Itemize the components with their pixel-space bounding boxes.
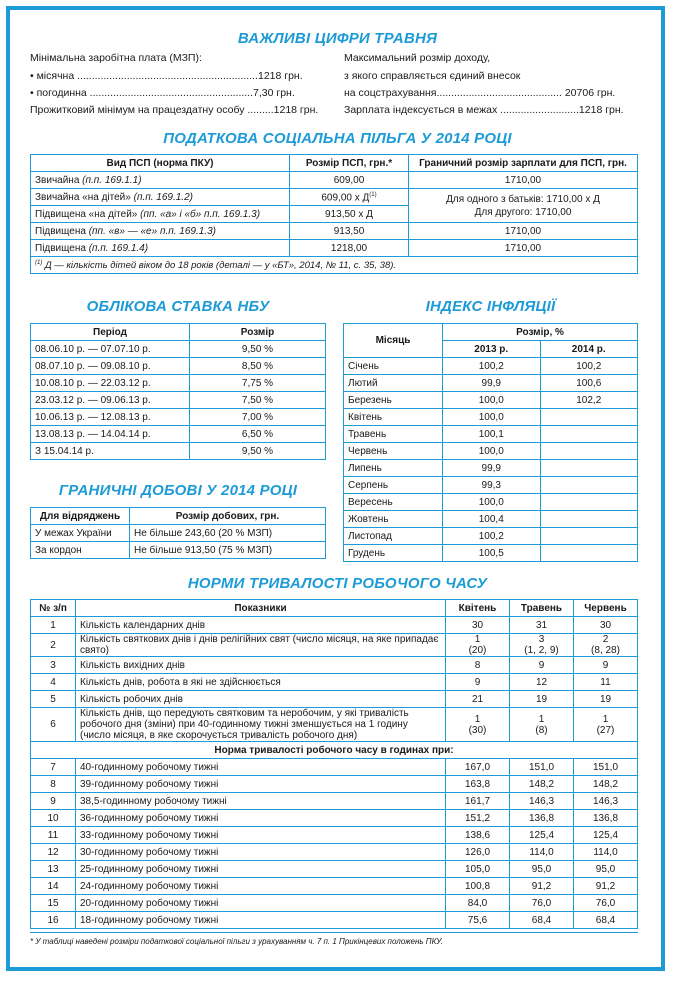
relief-type: Підвищена — [35, 242, 86, 254]
relief-limit: 1710,00 — [409, 240, 638, 257]
row-number: 12 — [31, 844, 76, 861]
inflation-value-2013: 100,2 — [443, 358, 541, 375]
key-left-line: • місячна ..............................................................1218 грн. — [30, 70, 303, 82]
key-left-line: • погодинна ........................................................7,30 грн. — [30, 87, 295, 99]
table-row — [31, 895, 638, 912]
hours-april: 151,2 — [446, 810, 510, 827]
week-type: 24-годинному робочому тижні — [76, 878, 446, 895]
col-header: 2013 р. — [443, 341, 541, 358]
inflation-value-2014 — [540, 528, 638, 545]
inflation-month: Грудень — [344, 545, 443, 562]
table-row — [344, 426, 638, 443]
table-row — [31, 776, 638, 793]
relief-amount: 1218,00 — [290, 240, 409, 257]
month-value — [574, 617, 638, 634]
value-main: 21 — [471, 693, 484, 705]
key-figures-title: ВАЖЛИВІ ЦИФРИ ТРАВНЯ — [237, 30, 438, 47]
indicator-label: Кількість днів, робота в які не здійснюється — [76, 674, 446, 691]
month-value — [446, 617, 510, 634]
week-type: 30-годинному робочому тижні — [76, 844, 446, 861]
relief-sup: (1) — [369, 192, 377, 199]
inflation-value-2013: 100,0 — [443, 443, 541, 460]
footnote: * У таблиці наведені розміри податкової соціальної пільги з урахуванням ч. 7 п. 1 Прикінцевих положень ПКУ. — [30, 937, 444, 946]
key-right-line: з якого справляється єдиний внесок — [344, 70, 521, 82]
col-header: Розмір — [190, 324, 326, 341]
inflation-value-2014: 100,6 — [540, 375, 638, 392]
table-row — [31, 810, 638, 827]
inflation-month: Червень — [344, 443, 443, 460]
indicator-label: Кількість робочих днів — [76, 691, 446, 708]
hours-april: 138,6 — [446, 827, 510, 844]
rate-period: 10.08.10 р. — 22.03.12 р. — [31, 375, 190, 392]
hours-may: 114,0 — [510, 844, 574, 861]
relief-limit: 1710,00 — [409, 172, 638, 189]
row-number: 10 — [31, 810, 76, 827]
value-main: 1 — [602, 713, 609, 725]
table-row — [344, 375, 638, 392]
month-value — [446, 634, 510, 657]
hours-may: 136,8 — [510, 810, 574, 827]
inflation-value-2014 — [540, 494, 638, 511]
inflation-value-2013: 100,1 — [443, 426, 541, 443]
table-row — [31, 172, 638, 189]
inflation-value-2013: 99,9 — [443, 460, 541, 477]
rate-period: З 15.04.14 р. — [31, 443, 190, 460]
relief-type: Підвищена «на дітей» — [35, 208, 138, 220]
inflation-value-2013: 99,9 — [443, 375, 541, 392]
rate-period: 23.03.12 р. — 09.06.13 р. — [31, 392, 190, 409]
table-row — [344, 477, 638, 494]
relief-amount: 913,50 — [290, 223, 409, 240]
hours-may: 146,3 — [510, 793, 574, 810]
table-row — [31, 358, 326, 375]
row-number: 9 — [31, 793, 76, 810]
col-header: Граничний розмір зарплати для ПСП, грн. — [409, 155, 638, 172]
table-row — [31, 426, 326, 443]
relief-limit: 1710,00 — [409, 223, 638, 240]
row-number: 16 — [31, 912, 76, 929]
col-header: Для відряджень — [31, 508, 130, 525]
inflation-month: Серпень — [344, 477, 443, 494]
value-dates: (20) — [468, 645, 487, 656]
key-left-line: Прожитковий мінімум на працездатну особу .........1218 грн. — [30, 104, 319, 116]
week-type: 25-годинному робочому тижні — [76, 861, 446, 878]
inflation-month: Липень — [344, 460, 443, 477]
key-right-line: на соцстрахування........................................... 20706 грн. — [344, 87, 616, 99]
week-type: 20-годинному робочому тижні — [76, 895, 446, 912]
value-dates: (1, 2, 9) — [524, 645, 559, 656]
indicator-label: Кількість святкових днів і днів релігійних свят (число місяця, на яке припадає свято) — [76, 634, 446, 657]
inflation-value-2014 — [540, 511, 638, 528]
month-value — [510, 617, 574, 634]
relief-type: Підвищена — [35, 225, 86, 237]
table-row — [31, 827, 638, 844]
table-row — [31, 223, 638, 240]
table-row — [344, 443, 638, 460]
hours-april: 126,0 — [446, 844, 510, 861]
row-number: 1 — [31, 617, 76, 634]
value-main: 9 — [474, 676, 481, 688]
week-type: 36-годинному робочому тижні — [76, 810, 446, 827]
hours-april: 167,0 — [446, 759, 510, 776]
table-row — [31, 844, 638, 861]
daily-limits-title: ГРАНИЧНІ ДОБОВІ У 2014 РОЦІ — [58, 482, 298, 499]
month-value — [446, 708, 510, 742]
relief-type: Звичайна — [35, 174, 80, 186]
table-row — [31, 657, 638, 674]
row-number: 11 — [31, 827, 76, 844]
relief-type: Звичайна «на дітей» — [35, 191, 131, 203]
table-row — [31, 409, 326, 426]
week-type: 38,5-годинному робочому тижні — [76, 793, 446, 810]
col-header: Розмір, % — [443, 324, 638, 341]
col-header: Період — [31, 324, 190, 341]
row-number: 15 — [31, 895, 76, 912]
table-row — [31, 525, 326, 542]
table-row — [31, 341, 326, 358]
table-row — [31, 617, 638, 634]
value-main: 9 — [538, 659, 545, 671]
relief-ref: (п.п. 169.1.1) — [82, 174, 142, 186]
inflation-value-2013: 100,2 — [443, 528, 541, 545]
inflation-value-2014: 100,2 — [540, 358, 638, 375]
daily-amount: Не більше 913,50 (75 % МЗП) — [130, 542, 326, 559]
table-row — [344, 460, 638, 477]
tax-relief-title: ПОДАТКОВА СОЦІАЛЬНА ПІЛЬГА У 2014 РОЦІ — [163, 130, 512, 147]
month-value — [510, 691, 574, 708]
table-row — [344, 494, 638, 511]
table-row — [31, 542, 326, 559]
inflation-month: Березень — [344, 392, 443, 409]
hours-june: 136,8 — [574, 810, 638, 827]
value-main: 30 — [471, 619, 484, 631]
inflation-month: Січень — [344, 358, 443, 375]
month-value — [510, 674, 574, 691]
rate-value: 9,50 % — [190, 443, 326, 460]
table-row — [31, 189, 638, 206]
table-row — [31, 674, 638, 691]
hours-april: 84,0 — [446, 895, 510, 912]
indicator-label: Кількість вихідних днів — [76, 657, 446, 674]
col-header: Показники — [76, 600, 446, 617]
value-main: 1 — [474, 634, 481, 645]
value-main: 8 — [474, 659, 481, 671]
table-row — [31, 375, 326, 392]
col-header: Травень — [510, 600, 574, 617]
value-main: 1 — [538, 713, 545, 725]
inflation-value-2013: 100,0 — [443, 494, 541, 511]
month-value — [574, 634, 638, 657]
hours-april: 75,6 — [446, 912, 510, 929]
rate-value: 9,50 % — [190, 341, 326, 358]
month-value — [574, 674, 638, 691]
col-header: 2014 р. — [540, 341, 638, 358]
value-main: 9 — [602, 659, 609, 671]
rate-value: 7,50 % — [190, 392, 326, 409]
rate-value: 7,75 % — [190, 375, 326, 392]
hours-april: 163,8 — [446, 776, 510, 793]
col-header: Квітень — [446, 600, 510, 617]
month-value — [574, 691, 638, 708]
inflation-month: Жовтень — [344, 511, 443, 528]
rate-value: 7,00 % — [190, 409, 326, 426]
table-row — [31, 257, 638, 274]
relief-ref: (п.п. 169.1.4) — [88, 242, 149, 254]
row-number: 7 — [31, 759, 76, 776]
hours-may: 68,4 — [510, 912, 574, 929]
table-row — [31, 861, 638, 878]
daily-amount: Не більше 243,60 (20 % МЗП) — [130, 525, 326, 542]
table-row — [31, 742, 638, 759]
hours-may: 95,0 — [510, 861, 574, 878]
week-type: 39-годинному робочому тижні — [76, 776, 446, 793]
hours-may: 151,0 — [510, 759, 574, 776]
inflation-value-2014 — [540, 477, 638, 494]
inflation-month: Квітень — [344, 409, 443, 426]
inflation-month: Вересень — [344, 494, 443, 511]
relief-limit: Для одного з батьків: 1710,00 х Д — [446, 193, 600, 205]
value-dates: (30) — [468, 724, 487, 736]
rate-value: 8,50 % — [190, 358, 326, 375]
table-row — [31, 392, 326, 409]
inflation-value-2014: 102,2 — [540, 392, 638, 409]
relief-amount: 609,00 х Д — [321, 192, 370, 204]
value-main: 3 — [538, 634, 545, 645]
trip-type: У межах України — [31, 525, 130, 542]
relief-limit: Для другого: 1710,00 — [474, 206, 572, 218]
value-dates: (8, 28) — [591, 645, 620, 656]
trip-type: За кордон — [31, 542, 130, 559]
row-number: 8 — [31, 776, 76, 793]
daily-limits-table — [30, 507, 326, 559]
week-type: 40-годинному робочому тижні — [76, 759, 446, 776]
month-value — [446, 691, 510, 708]
col-header: Місяць — [344, 324, 443, 358]
rate-period: 08.06.10 р. — 07.07.10 р. — [31, 341, 190, 358]
tax-relief-table — [30, 154, 638, 274]
value-main: 19 — [535, 693, 548, 705]
inflation-value-2014 — [540, 460, 638, 477]
inflation-month: Лютий — [344, 375, 443, 392]
relief-amount: 609,00 — [290, 172, 409, 189]
work-time-title: НОРМИ ТРИВАЛОСТІ РОБОЧОГО ЧАСУ — [187, 575, 488, 592]
inflation-table — [343, 323, 638, 562]
table-row — [31, 634, 638, 657]
hours-subheader: Норма тривалості робочого часу в годинах при: — [31, 742, 638, 759]
inflation-month: Листопад — [344, 528, 443, 545]
table-row — [344, 358, 638, 375]
col-header: Розмір добових, грн. — [130, 508, 326, 525]
inflation-value-2013: 99,3 — [443, 477, 541, 494]
hours-june: 125,4 — [574, 827, 638, 844]
hours-june: 114,0 — [574, 844, 638, 861]
indicator-label: Кількість днів, що передують святковим та неробочим, у які тривалість робочого дня (зміни) при 40-годинному тижні зменшується на 1 годину (число місяця, в яке скорочується тривалість робочого дня) — [76, 708, 446, 742]
value-main: 12 — [535, 676, 548, 688]
row-number: 4 — [31, 674, 76, 691]
month-value — [574, 657, 638, 674]
hours-may: 76,0 — [510, 895, 574, 912]
work-time-table — [30, 599, 638, 929]
value-main: 2 — [602, 634, 609, 645]
hours-june: 76,0 — [574, 895, 638, 912]
hours-june: 148,2 — [574, 776, 638, 793]
key-right-line: Зарплата індексується в межах ...........................1218 грн. — [344, 104, 624, 116]
hours-june: 151,0 — [574, 759, 638, 776]
row-number: 2 — [31, 634, 76, 657]
indicator-label: Кількість календарних днів — [76, 617, 446, 634]
hours-june: 95,0 — [574, 861, 638, 878]
col-header: Вид ПСП (норма ПКУ) — [31, 155, 290, 172]
inflation-value-2013: 100,0 — [443, 409, 541, 426]
week-type: 33-годинному робочому тижні — [76, 827, 446, 844]
month-value — [510, 708, 574, 742]
col-header: Розмір ПСП, грн.* — [290, 155, 409, 172]
month-value — [446, 657, 510, 674]
inflation-title: ІНДЕКС ІНФЛЯЦІЇ — [425, 298, 556, 315]
rate-period: 10.06.13 р. — 12.08.13 р. — [31, 409, 190, 426]
value-main: 1 — [474, 713, 481, 725]
table-row — [344, 511, 638, 528]
hours-april: 105,0 — [446, 861, 510, 878]
nbu-rate-table — [30, 323, 326, 460]
inflation-value-2013: 100,5 — [443, 545, 541, 562]
col-header: Червень — [574, 600, 638, 617]
inflation-value-2014 — [540, 426, 638, 443]
hours-april: 161,7 — [446, 793, 510, 810]
table-row — [31, 708, 638, 742]
hours-may: 91,2 — [510, 878, 574, 895]
value-main: 31 — [535, 619, 548, 631]
table-row — [344, 392, 638, 409]
inflation-value-2013: 100,4 — [443, 511, 541, 528]
table-row — [31, 759, 638, 776]
row-number: 6 — [31, 708, 76, 742]
hours-may: 148,2 — [510, 776, 574, 793]
relief-amount: 913,50 х Д — [290, 206, 409, 223]
relief-ref: (пп. «в» — «е» п.п. 169.1.3) — [88, 225, 216, 237]
table-row — [31, 912, 638, 929]
table-row — [31, 878, 638, 895]
value-dates: (8) — [535, 724, 548, 736]
table-row — [31, 240, 638, 257]
key-right-line: Максимальний розмір доходу, — [344, 52, 491, 64]
inflation-value-2013: 100,0 — [443, 392, 541, 409]
key-left-line: Мінімальна заробітна плата (МЗП): — [30, 52, 202, 64]
table-row — [344, 545, 638, 562]
note-marker: (1) — [35, 260, 43, 267]
hours-june: 91,2 — [574, 878, 638, 895]
row-number: 3 — [31, 657, 76, 674]
table-row — [344, 409, 638, 426]
value-main: 11 — [600, 676, 611, 688]
month-value — [574, 708, 638, 742]
row-number: 13 — [31, 861, 76, 878]
footnote-divider — [30, 932, 638, 933]
inflation-month: Травень — [344, 426, 443, 443]
rate-period: 08.07.10 р. — 09.08.10 р. — [31, 358, 190, 375]
value-main: 30 — [599, 619, 612, 631]
nbu-rate-title: ОБЛІКОВА СТАВКА НБУ — [86, 298, 270, 315]
relief-ref: (п.п. 169.1.2) — [133, 191, 193, 203]
table-row — [31, 691, 638, 708]
inflation-value-2014 — [540, 443, 638, 460]
month-value — [510, 634, 574, 657]
rate-value: 6,50 % — [190, 426, 326, 443]
table-row — [31, 443, 326, 460]
inflation-value-2014 — [540, 545, 638, 562]
rate-period: 13.08.13 р. — 14.04.14 р. — [31, 426, 190, 443]
hours-june: 68,4 — [574, 912, 638, 929]
hours-june: 146,3 — [574, 793, 638, 810]
month-value — [510, 657, 574, 674]
inflation-value-2014 — [540, 409, 638, 426]
week-type: 18-годинному робочому тижні — [76, 912, 446, 929]
tax-relief-note: Д — кількість дітей віком до 18 років (деталі — у «БТ», 2014, № 11, с. 35, 38). — [42, 260, 397, 272]
value-main: 19 — [599, 693, 612, 705]
row-number: 5 — [31, 691, 76, 708]
value-dates: (27) — [596, 724, 615, 736]
hours-may: 125,4 — [510, 827, 574, 844]
hours-april: 100,8 — [446, 878, 510, 895]
col-header: № з/п — [31, 600, 76, 617]
row-number: 14 — [31, 878, 76, 895]
month-value — [446, 674, 510, 691]
relief-ref: (пп. «а» і «б» п.п. 169.1.3) — [140, 208, 261, 220]
table-row — [344, 528, 638, 545]
table-row — [31, 793, 638, 810]
